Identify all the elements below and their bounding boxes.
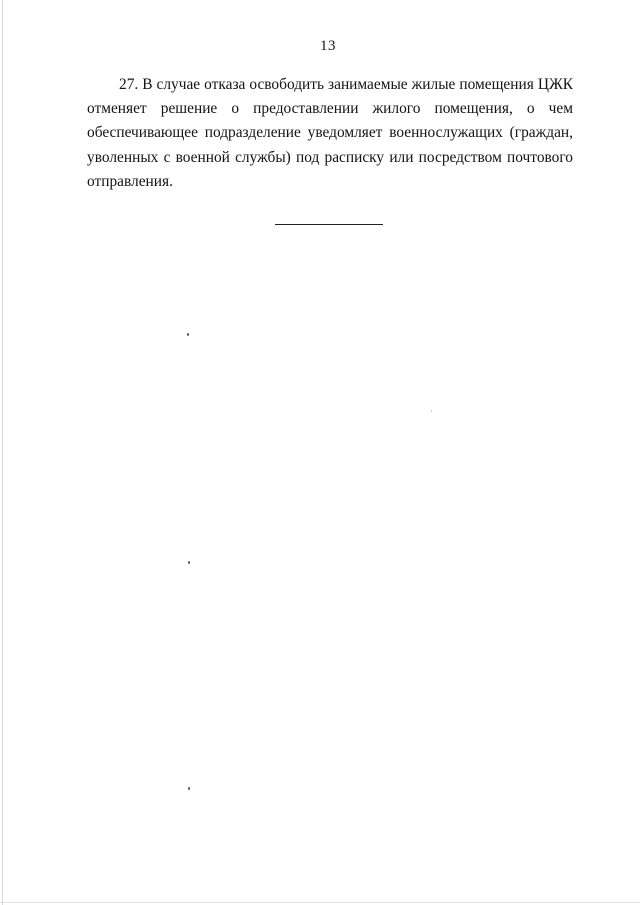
scan-speck (431, 410, 432, 412)
scan-edge-bottom (0, 902, 640, 903)
page-number: 13 (320, 38, 336, 54)
end-separator-line (275, 224, 383, 225)
scan-speck (188, 787, 190, 790)
scan-speck (187, 333, 189, 336)
scan-edge-left (2, 0, 3, 905)
scan-speck (188, 561, 190, 564)
clause-27-paragraph: 27. В случае отказа освободить занимаемые жилые помещения ЦЖК отменяет решение о предоставлении жилого помещения, о чем обеспечивающее подразделение уведомляет военнослужащих (граждан, уволенных с военной службы) под расписку или посредством почтового отправления. (87, 76, 573, 190)
